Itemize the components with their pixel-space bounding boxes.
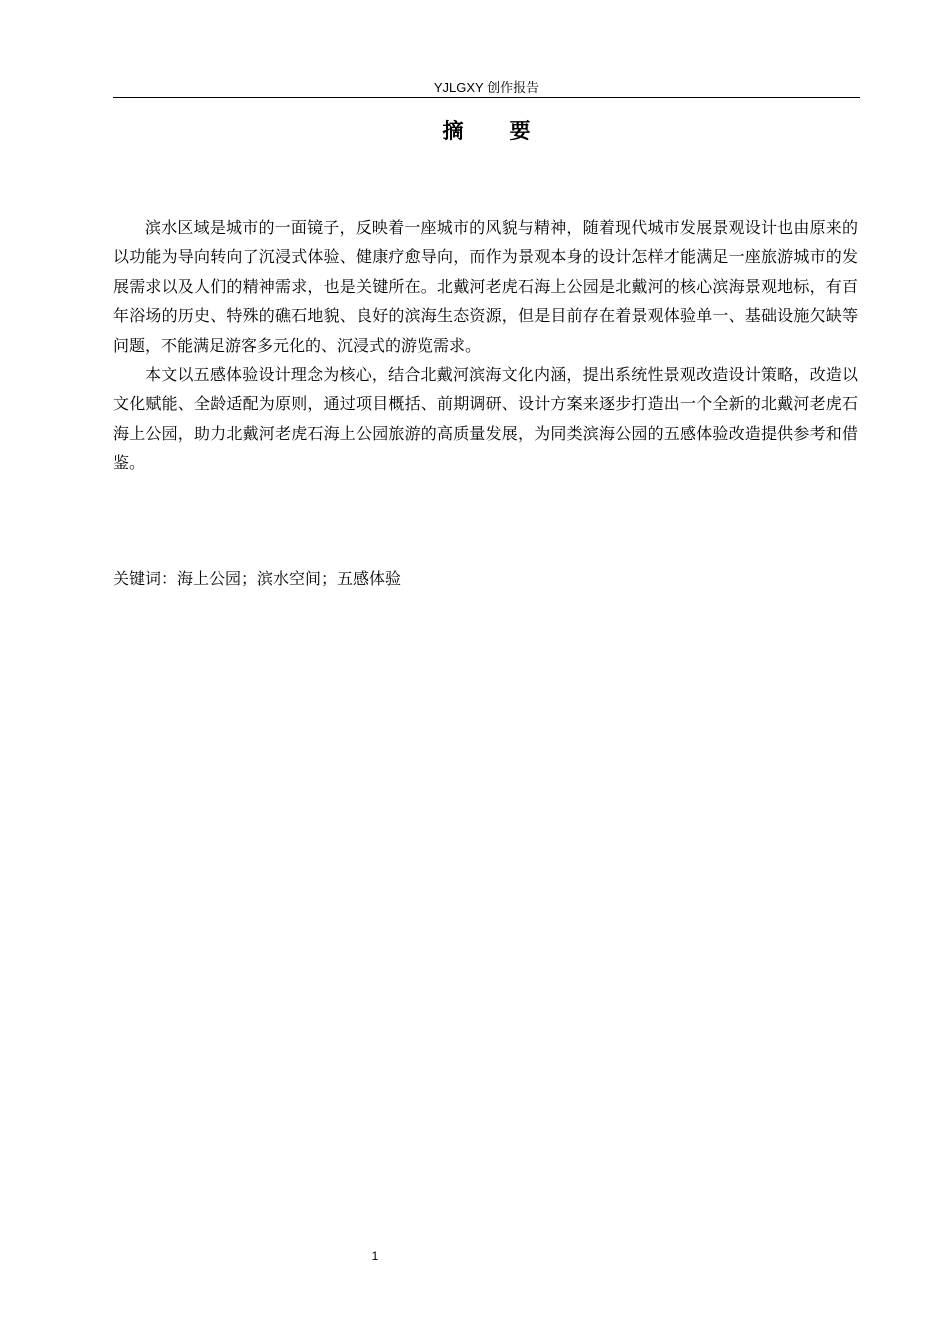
keywords-line [113, 564, 858, 593]
abstract-paragraph-2: 本文以五感体验设计理念为核心，结合北戴河滨海文化内涵，提出系统性景观改造设计策略，改造以文化赋能、全龄适配为原则，通过项目概括、前期调研、设计方案来逐步打造出一个全新的北戴河老虎石海上公园，助力北戴河老虎石海上公园旅游的高质量发展，为同类滨海公园的五感体验改造提供参考和借鉴。 [113, 365, 858, 473]
header-rule [113, 97, 860, 98]
running-header: YJLGXY 创作报告 [433, 80, 540, 95]
abstract-title: 摘要 [442, 119, 577, 143]
abstract-paragraph-1: 滨水区域是城市的一面镜子，反映着一座城市的风貌与精神，随着现代城市发展景观设计也由原来的以功能为导向转向了沉浸式体验、健康疗愈导向，而作为景观本身的设计怎样才能满足一座旅游城市的发展需求以及人们的精神需求，也是关键所在。北戴河老虎石海上公园是北戴河的核心滨海景观地标，有百年浴场的历史、特殊的礁石地貌、良好的滨海生态资源，但是目前存在着景观体验单一、基础设施欠缺等问题，不能满足游客多元化的、沉浸式的游览需求。 [113, 218, 858, 355]
keywords-list: 海上公园；滨水空间；五感体验 [177, 569, 402, 588]
keywords-label: 关键词： [113, 569, 178, 588]
abstract-body [113, 213, 858, 478]
page-number: 1 [371, 1249, 379, 1263]
